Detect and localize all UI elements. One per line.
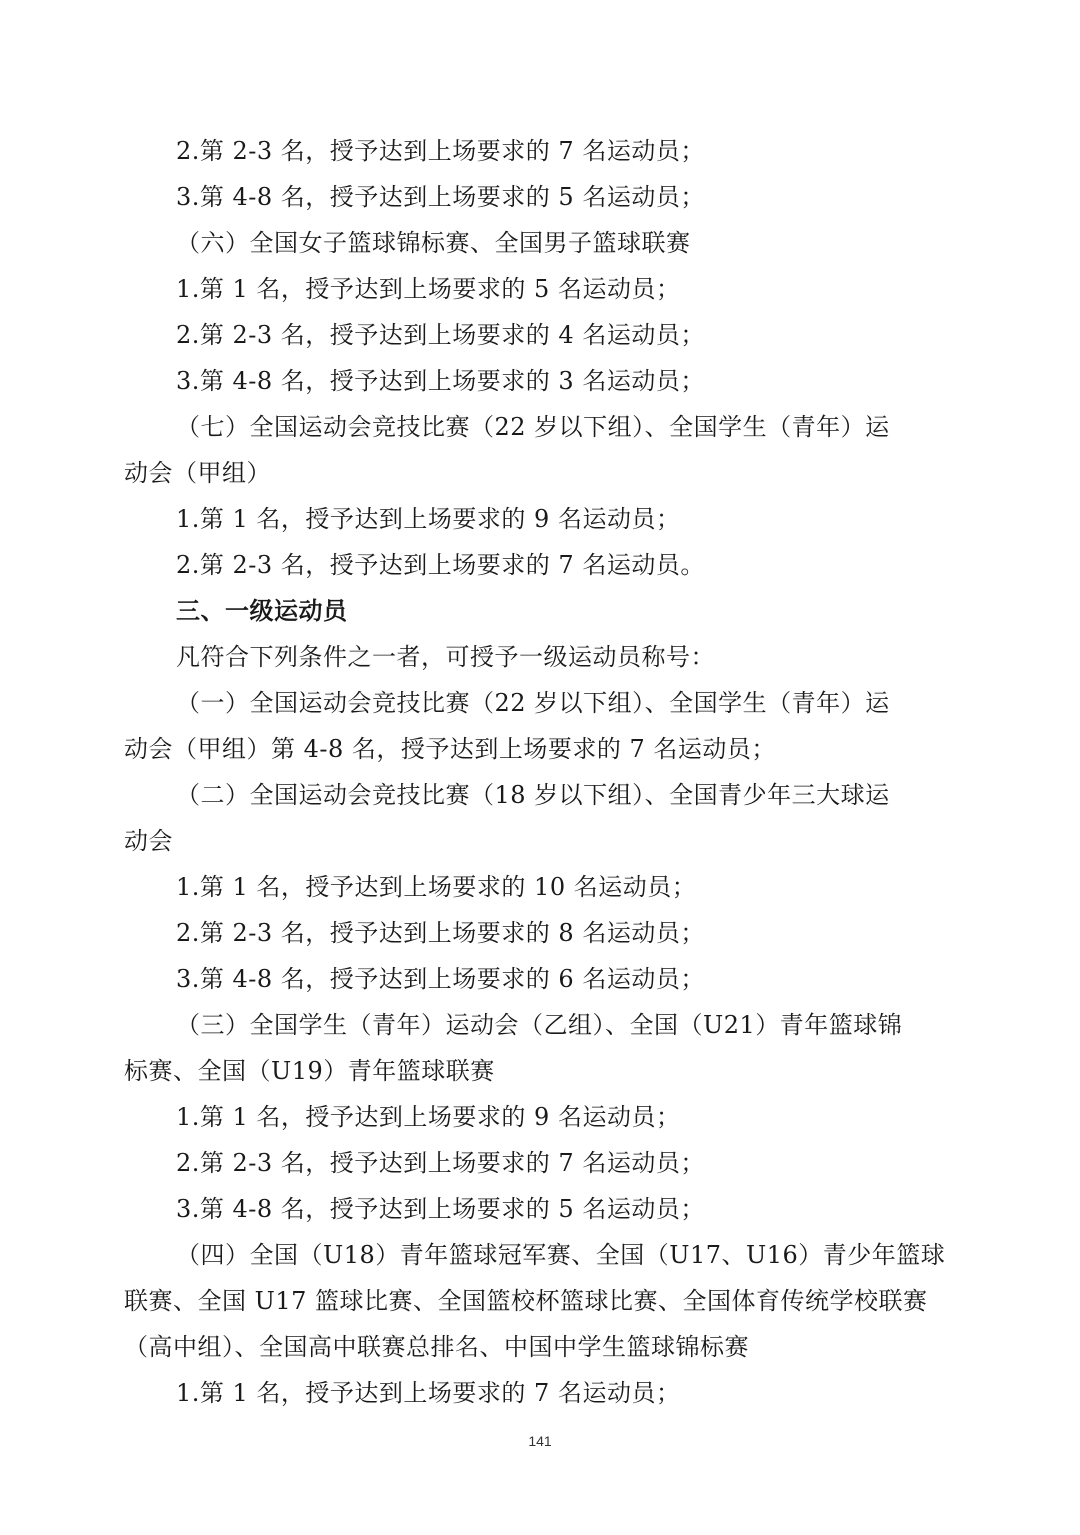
subsection-title: （四）全国（U18）青年篮球冠军赛、全国（U17、U16）青少年篮球 [176, 1241, 946, 1269]
list-item: 3.第 4-8 名，授予达到上场要求的 6 名运动员； [176, 965, 705, 993]
list-item: 2.第 2-3 名，授予达到上场要求的 4 名运动员； [176, 321, 705, 349]
list-item: 2.第 2-3 名，授予达到上场要求的 8 名运动员； [176, 919, 705, 947]
subsection-title: （三）全国学生（青年）运动会（乙组）、全国（U21）青年篮球锦 [176, 1011, 903, 1039]
subsection-title-continued: （高中组）、全国高中联赛总排名、中国中学生篮球锦标赛 [124, 1333, 749, 1361]
subsection-title-continued: 联赛、全国 U17 篮球比赛、全国篮校杯篮球比赛、全国体育传统学校联赛 [124, 1287, 928, 1315]
list-item: 2.第 2-3 名，授予达到上场要求的 7 名运动员。 [176, 551, 705, 579]
subsection-title: （一）全国运动会竞技比赛（22 岁以下组）、全国学生（青年）运 [176, 689, 890, 717]
section-heading: 三、一级运动员 [176, 597, 348, 625]
list-item: 3.第 4-8 名，授予达到上场要求的 3 名运动员； [176, 367, 705, 395]
list-item: 1.第 1 名，授予达到上场要求的 7 名运动员； [176, 1379, 681, 1407]
list-item: 1.第 1 名，授予达到上场要求的 5 名运动员； [176, 275, 681, 303]
section-intro: 凡符合下列条件之一者，可授予一级运动员称号： [176, 643, 715, 671]
page-number: 141 [528, 1433, 552, 1449]
subsection-title-continued: 动会（甲组） [124, 459, 271, 487]
subsection-title: （六）全国女子篮球锦标赛、全国男子篮球联赛 [176, 229, 691, 257]
subsection-title-continued: 动会 [124, 827, 173, 855]
list-item: 2.第 2-3 名，授予达到上场要求的 7 名运动员； [176, 1149, 705, 1177]
document-body [124, 128, 944, 1416]
list-item: 1.第 1 名，授予达到上场要求的 9 名运动员； [176, 505, 681, 533]
list-item: 2.第 2-3 名，授予达到上场要求的 7 名运动员； [176, 137, 705, 165]
subsection-title: （七）全国运动会竞技比赛（22 岁以下组）、全国学生（青年）运 [176, 413, 890, 441]
subsection-title-continued: 标赛、全国（U19）青年篮球联赛 [124, 1057, 495, 1085]
list-item: 3.第 4-8 名，授予达到上场要求的 5 名运动员； [176, 1195, 705, 1223]
list-item: 1.第 1 名，授予达到上场要求的 10 名运动员； [176, 873, 697, 901]
subsection-title-continued: 动会（甲组）第 4-8 名，授予达到上场要求的 7 名运动员； [124, 735, 776, 763]
list-item: 3.第 4-8 名，授予达到上场要求的 5 名运动员； [176, 183, 705, 211]
list-item: 1.第 1 名，授予达到上场要求的 9 名运动员； [176, 1103, 681, 1131]
subsection-title: （二）全国运动会竞技比赛（18 岁以下组）、全国青少年三大球运 [176, 781, 890, 809]
